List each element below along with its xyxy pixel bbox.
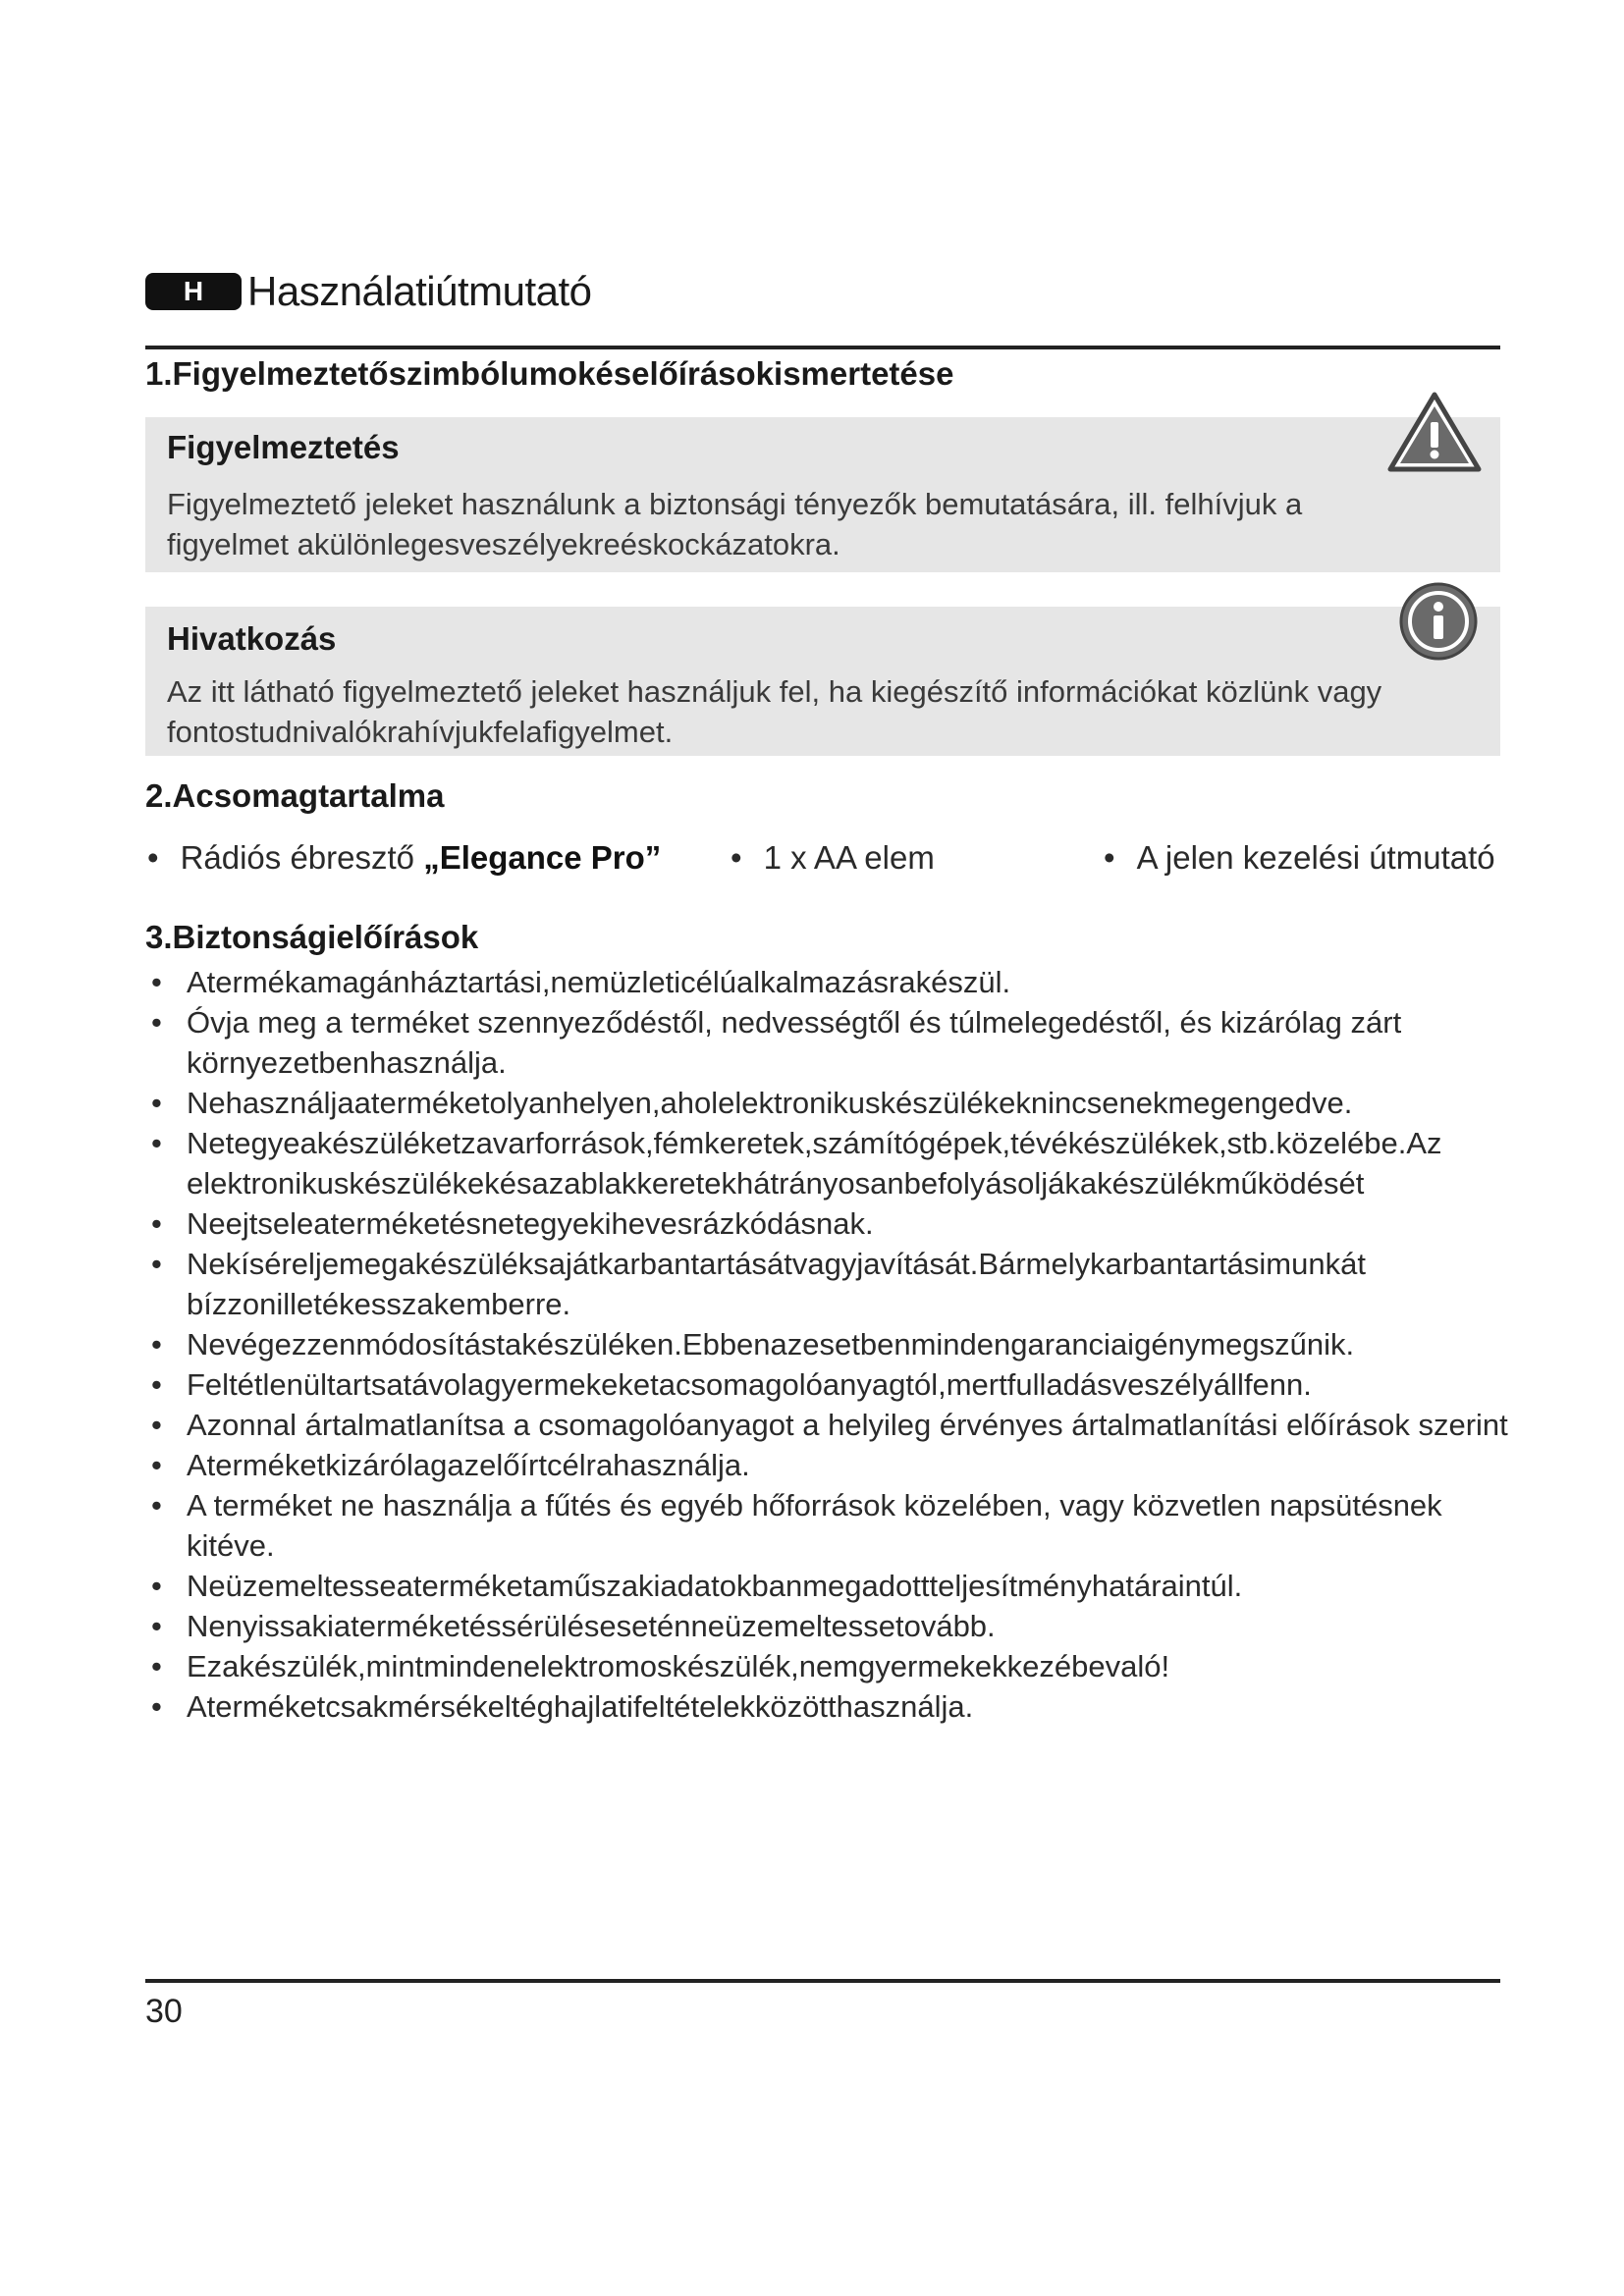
bullet: • bbox=[151, 965, 162, 999]
safety-list-item bbox=[145, 1002, 1510, 1083]
safety-instructions-list bbox=[145, 962, 1510, 1727]
safety-item-text: Nehasználjaaterméketolyanhelyen,aholelektronikuskészülékeknincsenekmegengedve. bbox=[187, 1086, 1353, 1120]
bullet: • bbox=[151, 1126, 162, 1160]
contents-item-text: Rádiós ébresztő bbox=[180, 839, 424, 876]
bullet: • bbox=[151, 1408, 162, 1442]
info-icon bbox=[1398, 581, 1479, 662]
safety-item-text: Netegyeakészüléketzavarforrások,fémkeretek,számítógépek,tévékészülékek,stb.közelébe.Az elektronikuskészülékekésazablakkeretekhátrányosanbefolyásoljákakészülékműködését bbox=[187, 1126, 1442, 1201]
header-divider bbox=[145, 346, 1500, 349]
contents-item-text: 1 x AA elem bbox=[763, 839, 935, 876]
contents-item-battery bbox=[731, 839, 935, 877]
safety-item-text: Feltétlenültartsatávolagyermekeketacsomagolóanyagtól,mertfulladásveszélyállfenn. bbox=[187, 1367, 1312, 1402]
product-name: „Elegance Pro” bbox=[423, 839, 662, 876]
footer-divider bbox=[145, 1979, 1500, 1983]
section2-heading: 2.Acsomagtartalma bbox=[145, 777, 445, 814]
safety-item-text: Nevégezzenmódosítástakészüléken.Ebbenazesetbenmindengaranciaigénymegszűnik. bbox=[187, 1327, 1355, 1362]
safety-list-item bbox=[145, 1485, 1510, 1566]
safety-item-text: Azonnal ártalmatlanítsa a csomagolóanyagot a helyileg érvényes ártalmatlanítási előírások szerint bbox=[187, 1408, 1508, 1442]
package-contents bbox=[145, 839, 1500, 882]
safety-list-item bbox=[145, 1324, 1510, 1364]
safety-item-text: Ezakészülék,mintmindenelektromoskészülék,nemgyermekekkezébevaló! bbox=[187, 1649, 1170, 1683]
safety-item-text: Nekíséreljemegakészüléksajátkarbantartásátvagyjavítását.Bármelykarbantartásimunkát bízzonilletékesszakemberre. bbox=[187, 1247, 1366, 1321]
bullet: • bbox=[151, 1569, 162, 1603]
safety-item-text: Nenyissakiaterméketéssérüléseseténneüzemeltessetovább. bbox=[187, 1609, 996, 1643]
contents-item-clock bbox=[147, 839, 661, 877]
safety-item-text: Neejtseleaterméketésnetegyekihevesrázkódásnak. bbox=[187, 1206, 874, 1241]
safety-list-item bbox=[145, 1606, 1510, 1646]
bullet: • bbox=[1104, 839, 1115, 876]
safety-item-text: Aterméketkizárólagazelőírtcélrahasználja. bbox=[187, 1448, 750, 1482]
page-header bbox=[145, 267, 592, 316]
safety-list-item bbox=[145, 1405, 1510, 1445]
bullet: • bbox=[151, 1609, 162, 1643]
warning-panel bbox=[145, 417, 1500, 572]
document-title: Használatiútmutató bbox=[247, 268, 592, 314]
safety-list-item bbox=[145, 962, 1510, 1002]
warning-title: Figyelmeztetés bbox=[167, 429, 400, 465]
warning-triangle-icon bbox=[1386, 391, 1483, 473]
bullet: • bbox=[151, 1206, 162, 1241]
bullet: • bbox=[151, 1448, 162, 1482]
contents-item-manual bbox=[1104, 839, 1495, 877]
section3-heading: 3.Biztonságielőírások bbox=[145, 919, 479, 955]
page-number: 30 bbox=[145, 1993, 183, 2030]
safety-list-item bbox=[145, 1566, 1510, 1606]
bullet: • bbox=[151, 1247, 162, 1281]
warning-text: Figyelmeztető jeleket használunk a biztonsági tényezők bemutatására, ill. felhívjuk a figyelmet akülönlegesveszélyekreéskockázatokra. bbox=[167, 487, 1303, 561]
bullet: • bbox=[151, 1005, 162, 1040]
safety-list-item bbox=[145, 1123, 1510, 1203]
safety-list-item bbox=[145, 1083, 1510, 1123]
language-badge: H bbox=[145, 273, 242, 310]
safety-list-item bbox=[145, 1646, 1510, 1686]
safety-item-text: Neüzemeltesseaterméketaműszakiadatokbanmegadottteljesítményhatáraintúl. bbox=[187, 1569, 1243, 1603]
bullet: • bbox=[151, 1086, 162, 1120]
safety-list-item bbox=[145, 1244, 1510, 1324]
safety-list-item bbox=[145, 1364, 1510, 1405]
note-text: Az itt látható figyelmeztető jeleket használjuk fel, ha kiegészítő információkat közlünk vagy fontostudnivalókrahívjukfelafigyelmet. bbox=[167, 674, 1382, 749]
bullet: • bbox=[151, 1689, 162, 1724]
bullet: • bbox=[731, 839, 742, 876]
contents-item-text: A jelen kezelési útmutató bbox=[1136, 839, 1495, 876]
safety-list-item bbox=[145, 1686, 1510, 1727]
safety-item-text: Aterméketcsakmérsékeltéghajlatifeltételekközötthasználja. bbox=[187, 1689, 974, 1724]
safety-list-item bbox=[145, 1445, 1510, 1485]
note-title: Hivatkozás bbox=[167, 620, 337, 657]
bullet: • bbox=[151, 1649, 162, 1683]
bullet: • bbox=[151, 1488, 162, 1522]
bullet: • bbox=[147, 839, 159, 876]
safety-item-text: Atermékamagánháztartási,nemüzleticélúalkalmazásrakészül. bbox=[187, 965, 1011, 999]
note-panel bbox=[145, 607, 1500, 756]
safety-list-item bbox=[145, 1203, 1510, 1244]
safety-item-text: Óvja meg a terméket szennyeződéstől, nedvességtől és túlmelegedéstől, és kizárólag zárt környezetbenhasználja. bbox=[187, 1005, 1402, 1080]
safety-item-text: A terméket ne használja a fűtés és egyéb hőforrások közelében, vagy közvetlen napsütésnek kitéve. bbox=[187, 1488, 1442, 1563]
bullet: • bbox=[151, 1367, 162, 1402]
bullet: • bbox=[151, 1327, 162, 1362]
section1-heading: 1.Figyelmeztetőszimbólumokéselőírásokismertetése bbox=[145, 355, 954, 392]
